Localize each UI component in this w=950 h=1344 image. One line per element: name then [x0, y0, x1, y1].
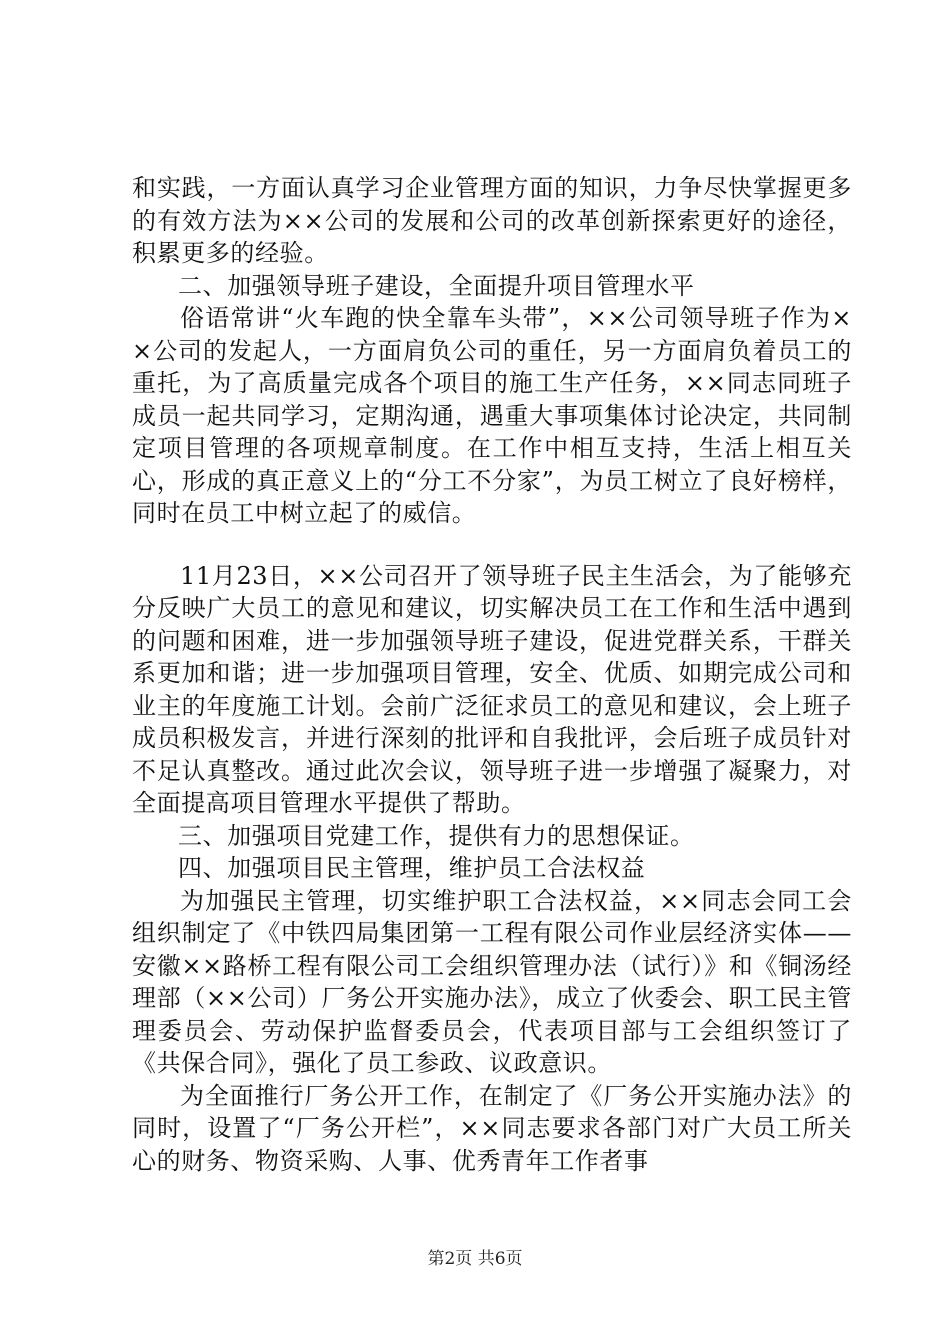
- paragraph-factory-affairs: 为全面推行厂务公开工作，在制定了《厂务公开实施办法》的同时，设置了“厂务公开栏”，××同志要求各部门对广大员工所关心的财务、物资采购、人事、优秀青年工作者事: [132, 1081, 852, 1175]
- paragraph-continuation: 和实践，一方面认真学习企业管理方面的知识，力争尽快掌握更多的有效方法为××公司的发展和公司的改革创新探索更好的途径，积累更多的经验。: [132, 174, 852, 267]
- paragraph-leadership: 俗语常讲“火车跑的快全靠车头带”，××公司领导班子作为××公司的发起人，一方面肩负公司的重任，另一方面肩负着员工的重托，为了高质量完成各个项目的施工生产任务，××同志同班子成员一起共同学习，定期沟通，遇重大事项集体讨论决定，共同制定项目管理的各项规章制度。在工作中相互支持，生活上相互关心，形成的真正意义上的“分工不分家”，为员工树立了良好榜样，同时在员工中树立起了的威信。: [132, 304, 852, 527]
- page-number: 第2页 共6页: [427, 1249, 523, 1269]
- section-heading-4: 四、加强项目民主管理，维护员工合法权益: [178, 854, 646, 882]
- section-heading-2: 二、加强领导班子建设，全面提升项目管理水平: [178, 271, 695, 300]
- paragraph-meeting: 11月23日，××公司召开了领导班子民主生活会，为了能够充分反映广大员工的意见和建议，切实解决员工在工作和生活中遇到的问题和困难，进一步加强领导班子建设，促进党群关系，干群关系更加和谐；进一步加强项目管理，安全、优质、如期完成公司和业主的年度施工计划。会前广泛征求员工的意见和建议，会上班子成员积极发言，并进行深刻的批评和自我批评，会后班子成员针对不足认真整改。通过此次会议，领导班子进一步增强了凝聚力，对全面提高项目管理水平提供了帮助。: [132, 561, 852, 817]
- section-heading-3: 三、加强项目党建工作，提供有力的思想保证。: [178, 821, 695, 850]
- paragraph-democratic-management: 为加强民主管理，切实维护职工合法权益，××同志会同工会组织制定了《中铁四局集团第一工程有限公司作业层经济实体——安徽××路桥工程有限公司工会组织管理办法（试行）》和《铜汤经理部（××公司）厂务公开实施办法》，成立了伙委会、职工民主管理委员会、劳动保护监督委员会，代表项目部与工会组织签订了《共保合同》，强化了员工参政、议政意识。: [132, 886, 852, 1077]
- document-body: [132, 172, 852, 1177]
